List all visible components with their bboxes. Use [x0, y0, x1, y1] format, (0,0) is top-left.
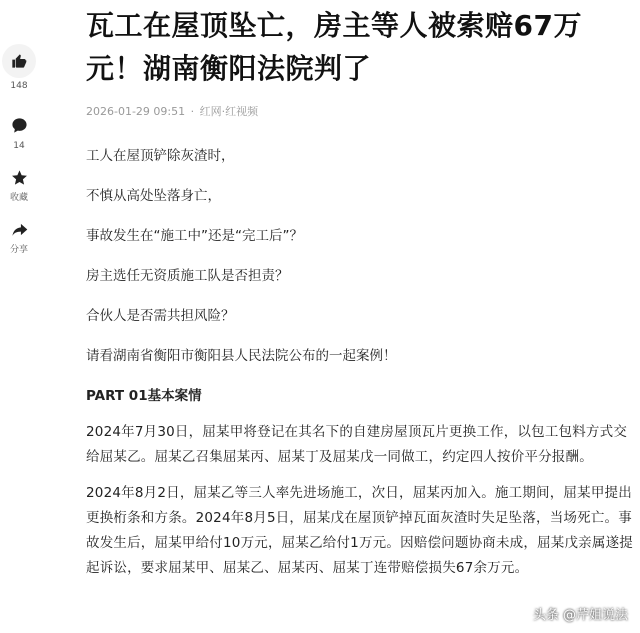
like-action[interactable]: [0, 44, 38, 92]
article-source[interactable]: 红网·红视频: [199, 105, 259, 118]
article-title: [86, 4, 634, 90]
intro-paragraph: 事故发生在“施工中”还是“完工后”？: [86, 228, 303, 244]
action-sidebar: [0, 44, 38, 256]
comment-count: 14: [13, 141, 25, 151]
comment-icon: [11, 117, 28, 134]
article: [86, 0, 634, 581]
intro-paragraph: 房主选任无资质施工队是否担责？: [86, 268, 289, 284]
share-icon: [11, 221, 28, 238]
comment-action[interactable]: [0, 112, 38, 152]
thumbs-up-icon: [11, 53, 27, 69]
intro-paragraph: 请看湖南省衡阳市衡阳县人民法院公布的一起案例！: [86, 348, 397, 364]
favorite-label: 收藏: [9, 193, 28, 203]
section-heading: PART 01基本案情: [86, 388, 202, 404]
star-icon: [11, 169, 28, 186]
meta-separator: ·: [190, 105, 195, 118]
intro-paragraph: 工人在屋顶铲除灰渣时，: [86, 148, 235, 164]
intro-paragraph: 合伙人是否需共担风险？: [86, 308, 235, 324]
share-action[interactable]: [0, 216, 38, 256]
article-body: [86, 136, 634, 581]
share-button[interactable]: [2, 216, 36, 242]
title-line-1: 瓦工在屋顶坠亡，房主等人被索赔67万: [86, 9, 582, 42]
like-count: 148: [10, 81, 28, 91]
intro-paragraph: 不慎从高处坠落身亡，: [86, 188, 221, 204]
case-paragraph: 2024年7月30日，屈某甲将登记在其名下的自建房屋顶瓦片更换工作，以包工包料方式交给屈某乙。屈某乙召集屈某丙、屈某丁及屈某戊一同做工，约定四人按价平分报酬。: [86, 424, 628, 465]
like-button[interactable]: [2, 44, 36, 78]
favorite-button[interactable]: [2, 164, 36, 190]
watermark: 头条 @芹姐说法: [532, 608, 628, 623]
publish-date: 2026-01-29 09:51: [86, 105, 186, 118]
case-paragraph: 2024年8月2日，屈某乙等三人率先进场施工，次日，屈某丙加入。施工期间，屈某甲提出更换桁条和方条。2024年8月5日，屈某戊在屋顶铲掉瓦面灰渣时失足坠落，当场死亡。事故发生后，屈某甲给付10万元，屈某乙给付1万元。因赔偿问题协商未成，屈某戊亲属遂提起诉讼，要求屈某甲、屈某乙、屈某丙、屈某丁连带赔偿损失67余万元。: [86, 485, 633, 576]
title-line-2: 元！湖南衡阳法院判了: [86, 52, 372, 85]
comment-button[interactable]: [2, 112, 36, 138]
share-label: 分享: [9, 245, 28, 255]
article-meta: [86, 104, 634, 120]
favorite-action[interactable]: [0, 164, 38, 204]
